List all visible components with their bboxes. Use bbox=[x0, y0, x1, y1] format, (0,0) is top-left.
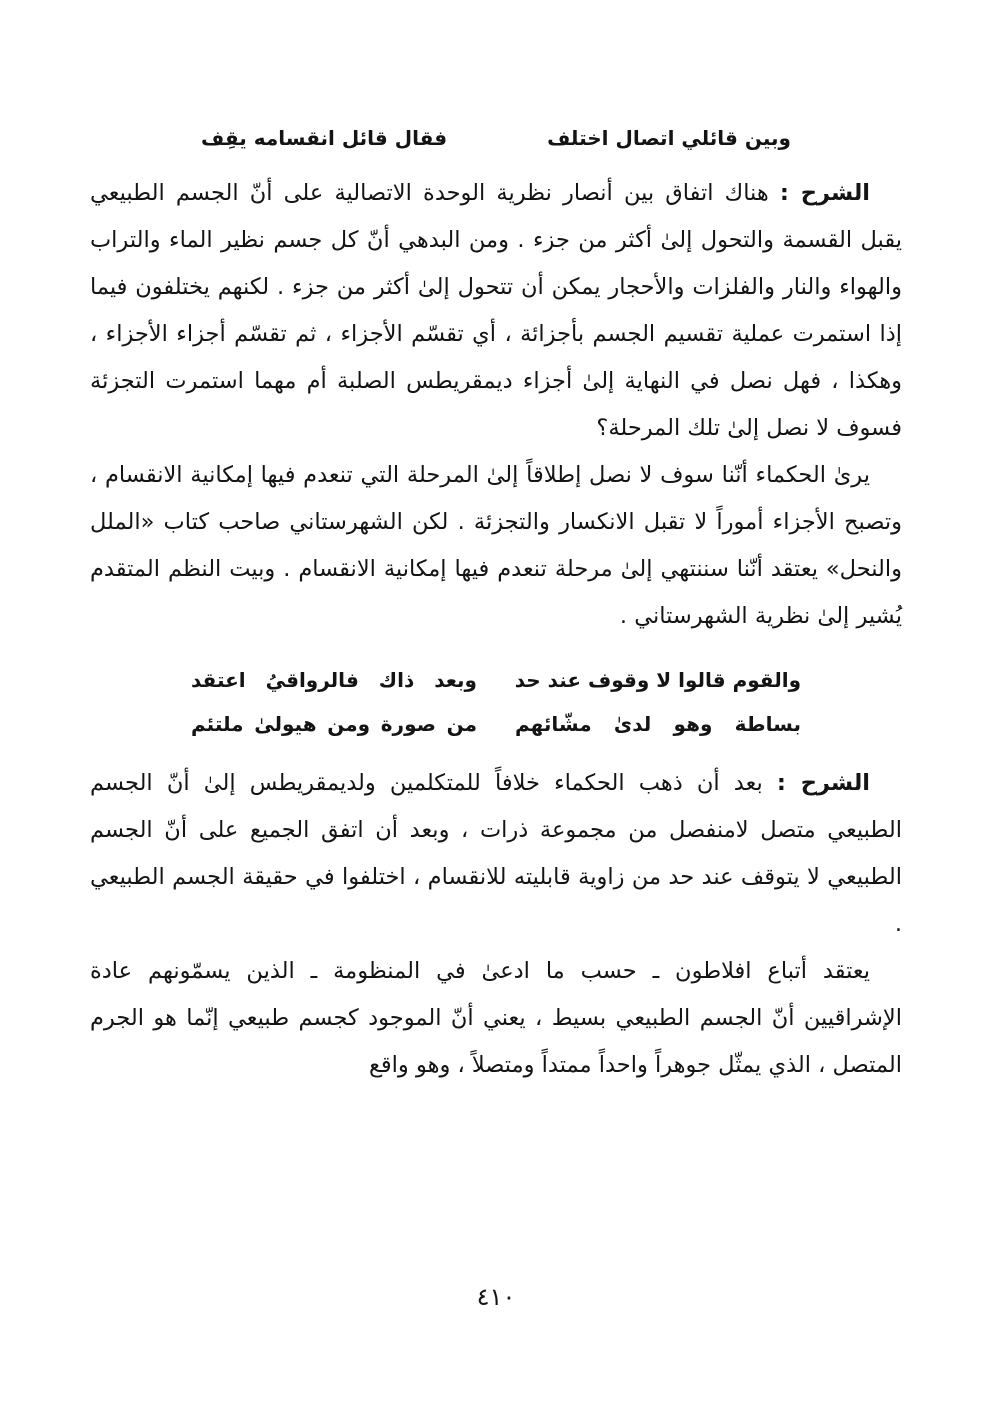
poem-line-1 bbox=[90, 658, 902, 702]
header-verse bbox=[90, 126, 902, 150]
paragraph-lead: الشرح : bbox=[779, 180, 870, 206]
poem-line-1-hemistich-left: وبعد ذاك فالرواقيُ اعتقد bbox=[191, 668, 477, 692]
paragraph-lead: الشرح : bbox=[776, 770, 870, 796]
poem-line-2-hemistich-left: من صورة ومن هيولىٰ ملتئم bbox=[191, 712, 477, 736]
header-verse-hemistich-right: وبين قائلي اتصال اختلف bbox=[547, 126, 791, 150]
paragraph-text: هناك اتفاق بين أنصار نظرية الوحدة الاتصالية على أنّ الجسم الطبيعي يقبل القسمة والتحول إلىٰ أكثر من جزء . ومن البدهي أنّ كل جسم نظير الماء والتراب والهواء والنار والفلزات والأحجار يمكن أن تتحول إلىٰ أكثر من جزء . لكنهم يختلفون فيما إذا استمرت عملية تقسيم الجسم بأجزائة ، أي تقسّم الأجزاء ، ثم تقسّم أجزاء الأجزاء ، وهكذا ، فهل نصل في النهاية إلىٰ أجزاء ديمقريطس الصلبة أم مهما استمرت التجزئة فسوف لا نصل إلىٰ تلك المرحلة؟ bbox=[90, 180, 902, 441]
paragraph-sharh-1 bbox=[90, 170, 902, 452]
poem-line-1-hemistich-right: والقوم قالوا لا وقوف عند حد bbox=[514, 668, 801, 692]
header-verse-hemistich-left: فقال قائل انقسامه يقِف bbox=[201, 126, 448, 150]
paragraph-text: يعتقد أتباع افلاطون ـ حسب ما ادعىٰ في المنظومة ـ الذين يسمّونهم عادة الإشراقيين أنّ الجسم الطبيعي بسيط ، يعني أنّ الموجود كجسم طبيعي إنّما هو الجرم المتصل ، الذي يمثّل جوهراً واحداً ممتداً ومتصلاً ، وهو واقع bbox=[90, 958, 902, 1078]
paragraph-hukama bbox=[90, 452, 902, 640]
paragraph-text: بعد أن ذهب الحكماء خلافاً للمتكلمين ولديمقريطس إلىٰ أنّ الجسم الطبيعي متصل لامنفصل من مجموعة ذرات ، وبعد أن اتفق الجميع على أنّ الجسم الطبيعي لا يتوقف عند حد من زاوية قابليته للانقسام ، اختلفوا في حقيقة الجسم الطبيعي . bbox=[90, 770, 902, 937]
poem-block bbox=[90, 658, 902, 746]
paragraph-sharh-2 bbox=[90, 760, 902, 948]
paragraph-aflatun bbox=[90, 948, 902, 1089]
poem-line-2 bbox=[90, 702, 902, 746]
paragraph-text: يرىٰ الحكماء أنّنا سوف لا نصل إطلاقاً إلىٰ المرحلة التي تنعدم فيها إمكانية الانقسام ، وتصبح الأجزاء أموراً لا تقبل الانكسار والتجزئة . لكن الشهرستاني صاحب كتاب «الملل والنحل» يعتقد أنّنا سننتهي إلىٰ مرحلة تنعدم فيها إمكانية الانقسام . وبيت النظم المتقدم يُشير إلىٰ نظرية الشهرستاني . bbox=[90, 462, 902, 629]
page-number: ٤١٠ bbox=[476, 1283, 516, 1311]
poem-line-2-hemistich-right: بساطة وهو لدىٰ مشّائهم bbox=[515, 712, 801, 736]
